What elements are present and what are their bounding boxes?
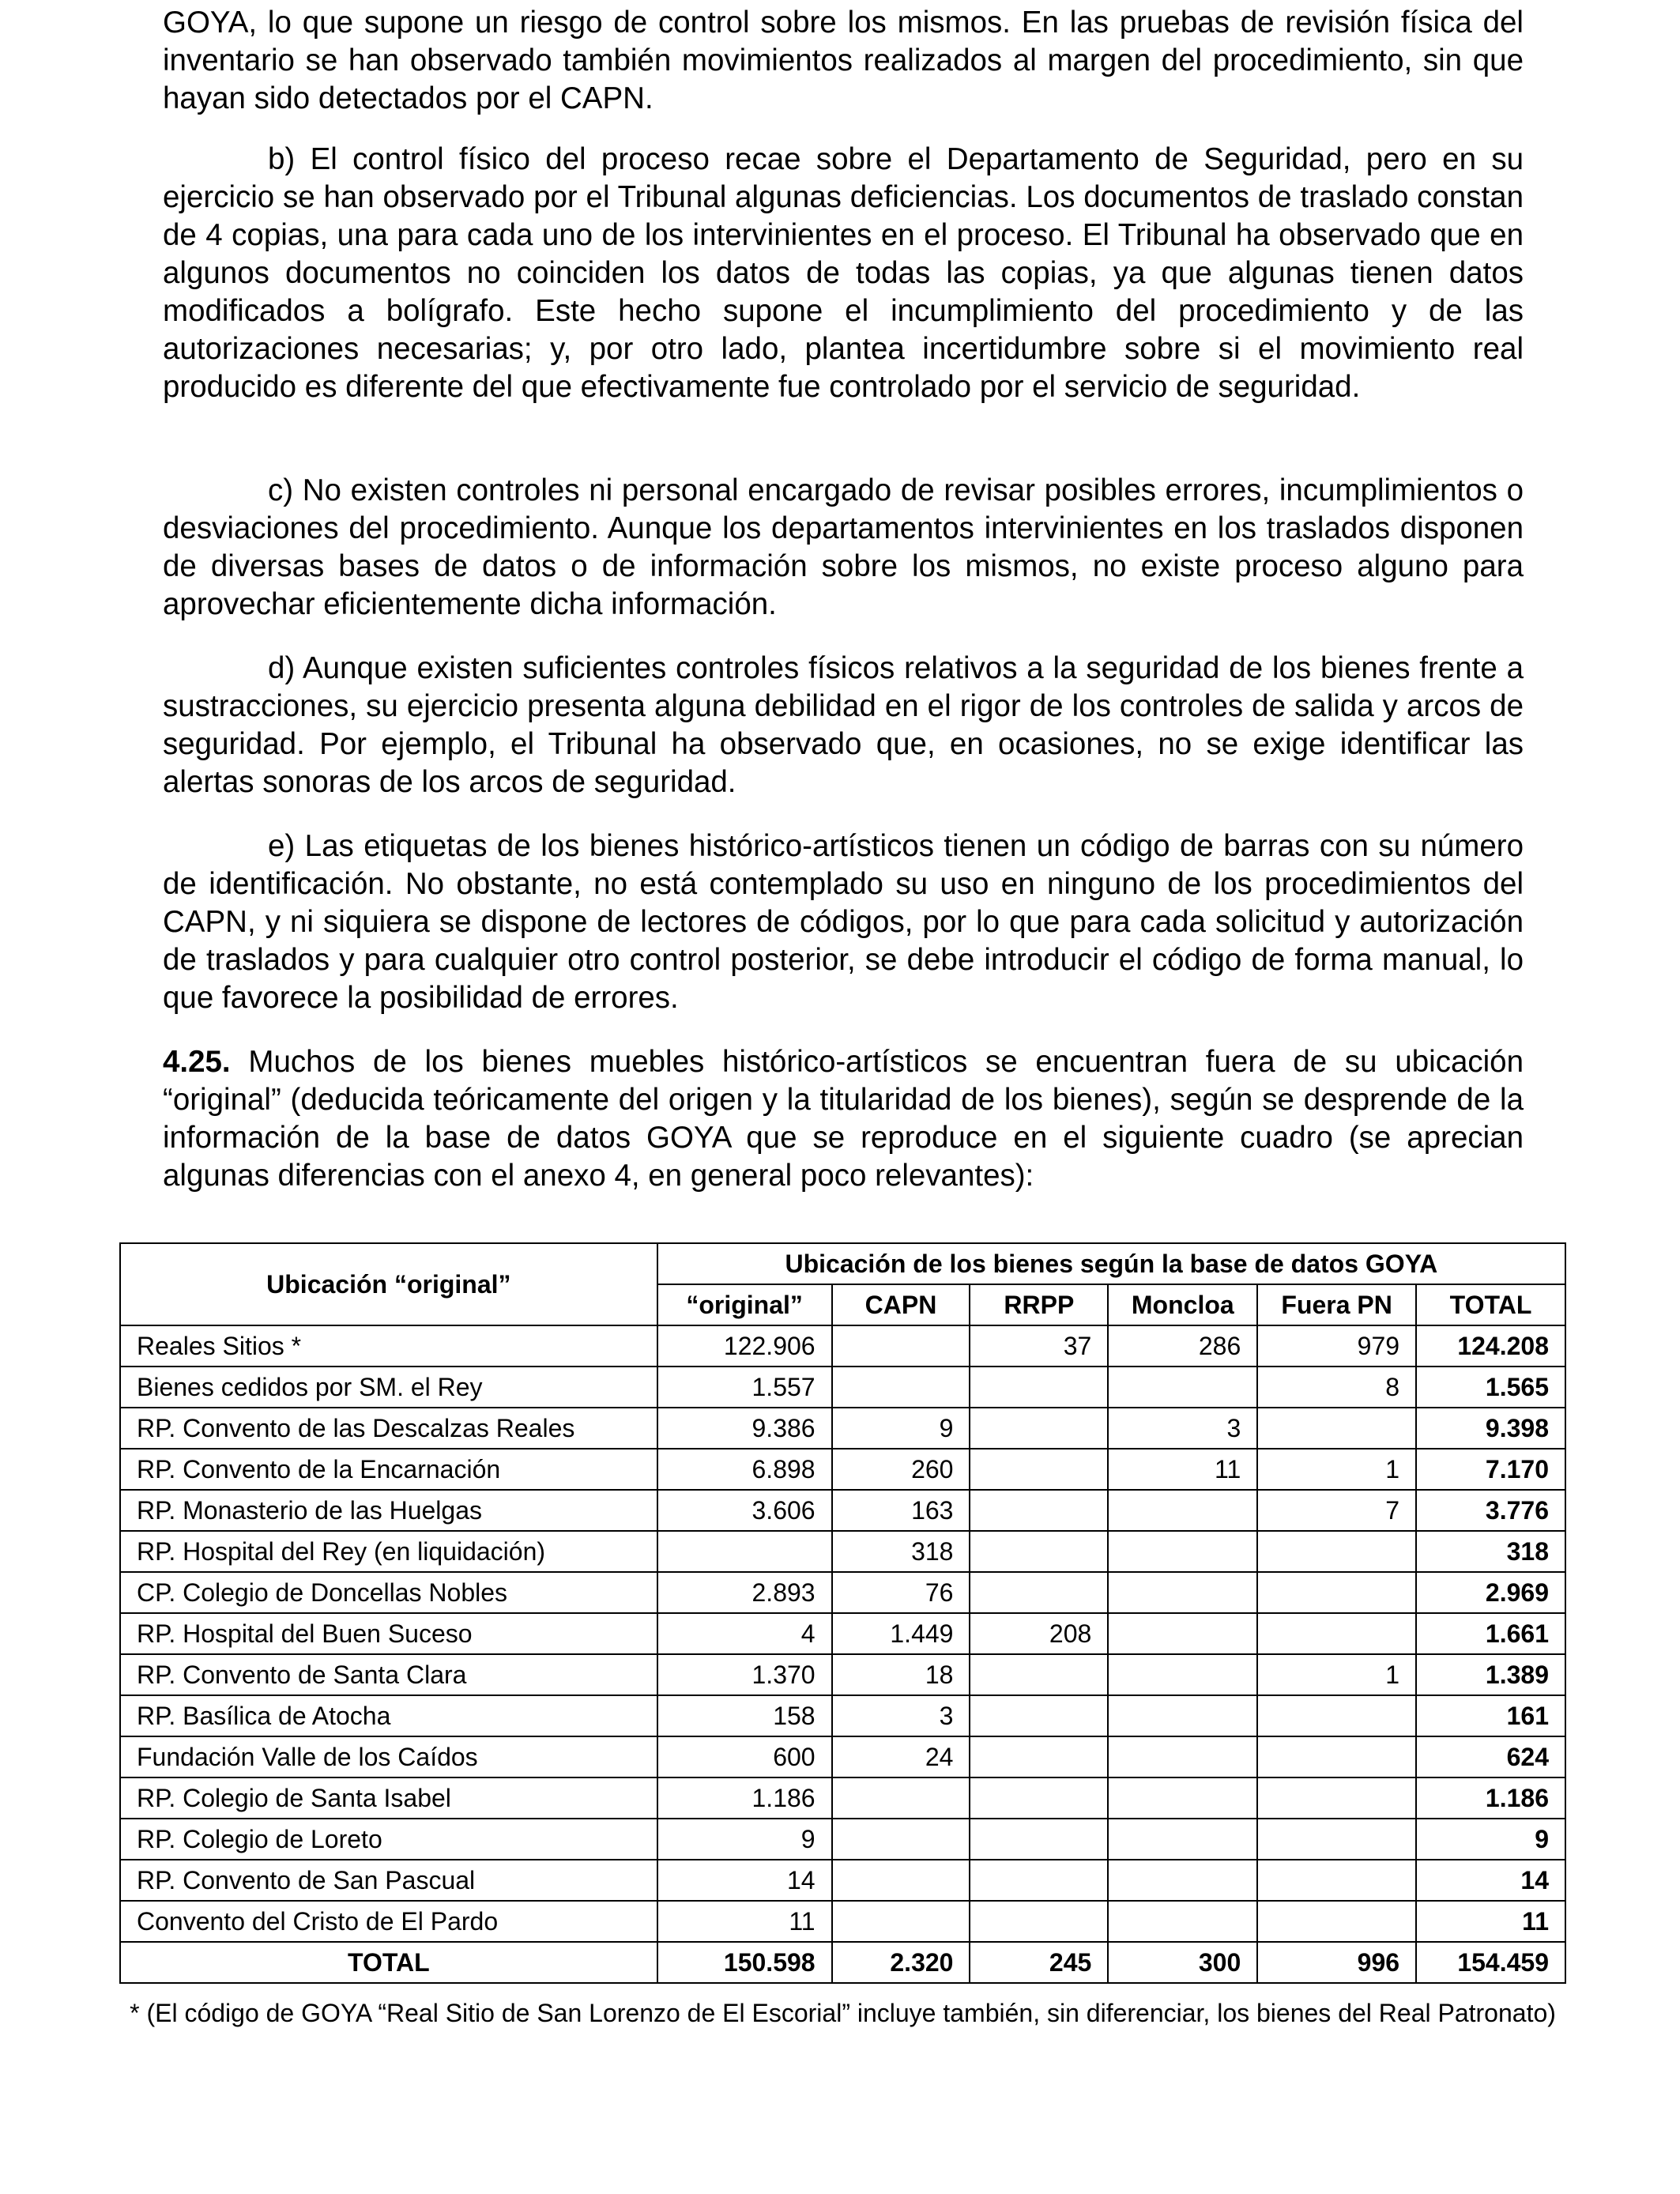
table-cell: 6.898	[657, 1449, 832, 1490]
row-label: RP. Hospital del Buen Suceso	[120, 1613, 657, 1654]
table-cell	[1257, 1531, 1416, 1572]
row-label: Reales Sitios *	[120, 1325, 657, 1367]
table-cell: 122.906	[657, 1325, 832, 1367]
table-cell: 286	[1108, 1325, 1257, 1367]
table-cell	[970, 1777, 1108, 1819]
table-row	[120, 1408, 1565, 1449]
table-row	[120, 1654, 1565, 1695]
table-cell: 1.449	[832, 1613, 970, 1654]
paragraph-intro: GOYA, lo que supone un riesgo de control sobre los mismos. En las pruebas de revisión física del inventario se han observado también movimientos realizados al margen del procedimiento, sin que hayan sido detectados por el CAPN.	[163, 6, 1524, 115]
table-cell	[1257, 1819, 1416, 1860]
table-cell: 37	[970, 1325, 1108, 1367]
table-cell: 318	[832, 1531, 970, 1572]
table-row	[120, 1449, 1565, 1490]
row-label: RP. Convento de San Pascual	[120, 1860, 657, 1901]
total-cell: 300	[1108, 1942, 1257, 1983]
table-row	[120, 1572, 1565, 1613]
row-total-cell: 2.969	[1416, 1572, 1565, 1613]
paragraph-4-25-text: Muchos de los bienes muebles histórico-artísticos se encuentran fuera de su ubicación “original” (deducida teóricamente del origen y la titularidad de los bienes), según se desprende de la información de la base de datos GOYA que se reproduce en el siguiente cuadro (se aprecian algunas diferencias con el anexo 4, en general poco relevantes):	[163, 1045, 1524, 1193]
table-cell	[1108, 1367, 1257, 1408]
table-cell	[832, 1901, 970, 1942]
total-cell: 245	[970, 1942, 1108, 1983]
paragraph-d: d) Aunque existen suficientes controles físicos relativos a la seguridad de los bienes frente a sustracciones, su ejercicio presenta alguna debilidad en el rigor de los controles de salida y arcos de seguridad. Por ejemplo, el Tribunal ha observado que, en ocasiones, no se exige identificar las alertas sonoras de los arcos de seguridad.	[163, 651, 1524, 799]
paragraph-4-25	[163, 1043, 1524, 1195]
table-cell: 8	[1257, 1367, 1416, 1408]
table-cell: 1	[1257, 1654, 1416, 1695]
table-cell	[970, 1654, 1108, 1695]
row-label: RP. Convento de Santa Clara	[120, 1654, 657, 1695]
total-label: TOTAL	[120, 1942, 657, 1983]
table-row	[120, 1325, 1565, 1367]
table-cell: 979	[1257, 1325, 1416, 1367]
row-label: Convento del Cristo de El Pardo	[120, 1901, 657, 1942]
table-row	[120, 1736, 1565, 1777]
total-cell: 150.598	[657, 1942, 832, 1983]
table-cell: 11	[657, 1901, 832, 1942]
table-cell	[1257, 1901, 1416, 1942]
table-cell: 9	[832, 1408, 970, 1449]
table-cell	[1257, 1736, 1416, 1777]
table-cell: 14	[657, 1860, 832, 1901]
table-cell: 7	[1257, 1490, 1416, 1531]
table-cell: 11	[1108, 1449, 1257, 1490]
goya-location-table	[119, 1242, 1566, 1984]
row-label: CP. Colegio de Doncellas Nobles	[120, 1572, 657, 1613]
table-cell	[1108, 1613, 1257, 1654]
column-header: CAPN	[832, 1284, 970, 1325]
table-cell	[1108, 1490, 1257, 1531]
paragraph-c: c) No existen controles ni personal encargado de revisar posibles errores, incumplimientos o desviaciones del procedimiento. Aunque los departamentos intervinientes en los traslados disponen de diversas bases de datos o de información sobre los mismos, no existe proceso alguno para aprovechar eficientemente dicha información.	[163, 473, 1524, 621]
table-row	[120, 1490, 1565, 1531]
table-cell: 24	[832, 1736, 970, 1777]
table-row	[120, 1901, 1565, 1942]
table-cell: 163	[832, 1490, 970, 1531]
table-cell	[1108, 1572, 1257, 1613]
table-cell: 4	[657, 1613, 832, 1654]
row-label: RP. Convento de las Descalzas Reales	[120, 1408, 657, 1449]
table-cell: 3	[1108, 1408, 1257, 1449]
row-label: RP. Monasterio de las Huelgas	[120, 1490, 657, 1531]
table-cell	[970, 1408, 1108, 1449]
row-total-cell: 9	[1416, 1819, 1565, 1860]
table-cell	[832, 1819, 970, 1860]
column-header: TOTAL	[1416, 1284, 1565, 1325]
total-row	[120, 1942, 1565, 1983]
table-cell: 208	[970, 1613, 1108, 1654]
row-total-cell: 9.398	[1416, 1408, 1565, 1449]
table-cell	[970, 1736, 1108, 1777]
table-cell	[970, 1819, 1108, 1860]
table-cell: 1.370	[657, 1654, 832, 1695]
column-header: Fuera PN	[1257, 1284, 1416, 1325]
table-cell	[1108, 1819, 1257, 1860]
row-total-cell: 1.565	[1416, 1367, 1565, 1408]
row-total-cell: 1.186	[1416, 1777, 1565, 1819]
table-cell	[1257, 1695, 1416, 1736]
total-cell: 2.320	[832, 1942, 970, 1983]
table-row	[120, 1695, 1565, 1736]
table-cell	[970, 1449, 1108, 1490]
table-row	[120, 1613, 1565, 1654]
row-label: RP. Hospital del Rey (en liquidación)	[120, 1531, 657, 1572]
table-body	[120, 1325, 1565, 1983]
table-cell: 600	[657, 1736, 832, 1777]
table-cell	[970, 1860, 1108, 1901]
column-header: RRPP	[970, 1284, 1108, 1325]
table-cell	[832, 1777, 970, 1819]
table-cell	[1108, 1531, 1257, 1572]
table-cell	[1257, 1572, 1416, 1613]
table-cell	[657, 1531, 832, 1572]
row-label: Bienes cedidos por SM. el Rey	[120, 1367, 657, 1408]
table-cell	[1108, 1736, 1257, 1777]
row-total-cell: 161	[1416, 1695, 1565, 1736]
section-number: 4.25.	[163, 1045, 231, 1079]
table-cell	[1257, 1777, 1416, 1819]
row-label: Fundación Valle de los Caídos	[120, 1736, 657, 1777]
row-total-cell: 14	[1416, 1860, 1565, 1901]
column-header: Moncloa	[1108, 1284, 1257, 1325]
row-total-cell: 124.208	[1416, 1325, 1565, 1367]
table-footnote: * (El código de GOYA “Real Sitio de San Lorenzo de El Escorial” incluye también, sin diferenciar, los bienes del Real Patronato)	[130, 1999, 1556, 2027]
table-cell: 1.557	[657, 1367, 832, 1408]
table-cell: 2.893	[657, 1572, 832, 1613]
table-cell	[970, 1531, 1108, 1572]
table-row	[120, 1819, 1565, 1860]
table-cell	[970, 1490, 1108, 1531]
row-label: RP. Colegio de Loreto	[120, 1819, 657, 1860]
column-header: “original”	[657, 1284, 832, 1325]
row-label: RP. Basílica de Atocha	[120, 1695, 657, 1736]
table-cell: 1.186	[657, 1777, 832, 1819]
row-label: RP. Convento de la Encarnación	[120, 1449, 657, 1490]
total-cell: 154.459	[1416, 1942, 1565, 1983]
group-header: Ubicación de los bienes según la base de datos GOYA	[657, 1243, 1565, 1284]
row-total-cell: 624	[1416, 1736, 1565, 1777]
row-total-cell: 11	[1416, 1901, 1565, 1942]
table-cell: 3.606	[657, 1490, 832, 1531]
table-cell	[832, 1325, 970, 1367]
table-cell	[1108, 1654, 1257, 1695]
table-row	[120, 1367, 1565, 1408]
paragraph-e: e) Las etiquetas de los bienes histórico-artísticos tienen un código de barras con su número de identificación. No obstante, no está contemplado su uso en ninguno de los procedimientos del CAPN, y ni siquiera se dispone de lectores de códigos, por lo que para cada solicitud y autorización de traslados y para cualquier otro control posterior, se debe introducir el código de forma manual, lo que favorece la posibilidad de errores.	[163, 829, 1524, 1015]
table-cell	[832, 1367, 970, 1408]
table-cell	[1108, 1695, 1257, 1736]
table-cell: 9.386	[657, 1408, 832, 1449]
row-total-cell: 3.776	[1416, 1490, 1565, 1531]
table-row	[120, 1860, 1565, 1901]
table-cell	[1108, 1901, 1257, 1942]
row-total-cell: 1.389	[1416, 1654, 1565, 1695]
table-row	[120, 1777, 1565, 1819]
table-cell	[970, 1695, 1108, 1736]
table-cell	[970, 1367, 1108, 1408]
table-cell: 9	[657, 1819, 832, 1860]
table-cell	[970, 1901, 1108, 1942]
paragraph-b: b) El control físico del proceso recae sobre el Departamento de Seguridad, pero en su ejercicio se han observado por el Tribunal algunas deficiencias. Los documentos de traslado constan de 4 copias, una para cada uno de los intervinientes en el proceso. El Tribunal ha observado que en algunos documentos no coinciden los datos de todas las copias, ya que algunas tienen datos modificados a bolígrafo. Este hecho supone el incumplimiento del procedimiento y de las autorizaciones necesarias; y, por otro lado, plantea incertidumbre sobre si el movimiento real producido es diferente del que efectivamente fue controlado por el servicio de seguridad.	[163, 142, 1524, 404]
table-cell: 3	[832, 1695, 970, 1736]
table-cell: 18	[832, 1654, 970, 1695]
table-cell: 158	[657, 1695, 832, 1736]
table-cell: 260	[832, 1449, 970, 1490]
row-label: RP. Colegio de Santa Isabel	[120, 1777, 657, 1819]
total-cell: 996	[1257, 1942, 1416, 1983]
row-total-cell: 1.661	[1416, 1613, 1565, 1654]
row-total-cell: 318	[1416, 1531, 1565, 1572]
row-total-cell: 7.170	[1416, 1449, 1565, 1490]
table-cell: 76	[832, 1572, 970, 1613]
table-cell	[1108, 1860, 1257, 1901]
table-cell: 1	[1257, 1449, 1416, 1490]
table-row	[120, 1531, 1565, 1572]
table-cell	[1257, 1613, 1416, 1654]
table-cell	[1257, 1408, 1416, 1449]
table-cell	[832, 1860, 970, 1901]
table-cell	[1257, 1860, 1416, 1901]
row-header: Ubicación “original”	[120, 1243, 657, 1325]
table-cell	[970, 1572, 1108, 1613]
table-cell	[1108, 1777, 1257, 1819]
